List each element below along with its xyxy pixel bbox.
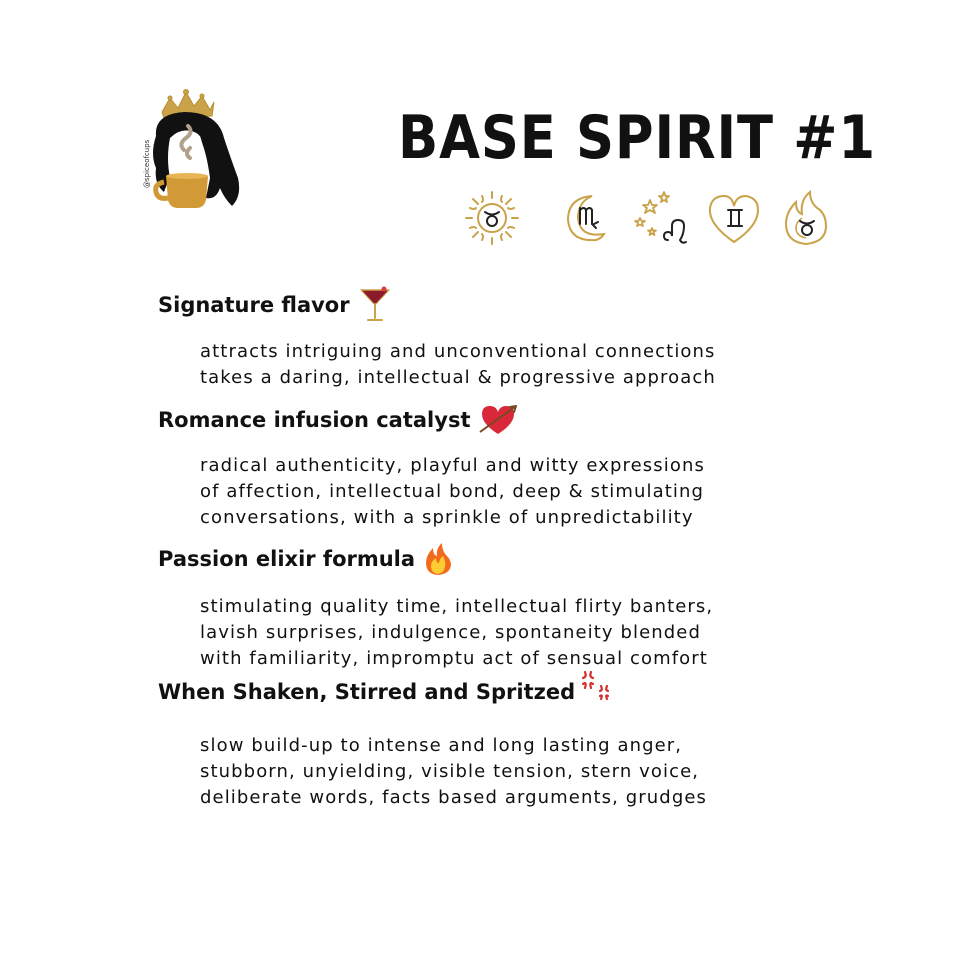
flame-taurus-icon — [774, 186, 838, 250]
section-body-shaken-stirred — [200, 733, 840, 811]
body-line: conversations, with a sprinkle of unpredictability — [200, 507, 694, 528]
section-heading-shaken-stirred — [158, 680, 617, 704]
sun-taurus-icon — [460, 186, 524, 250]
cocktail-glass-icon — [358, 286, 392, 324]
body-line: deliberate words, facts based arguments, grudges — [200, 787, 708, 808]
section-heading-text: Romance infusion catalyst — [158, 408, 471, 432]
stars-leo-icon — [628, 186, 692, 250]
section-heading-signature-flavor — [158, 286, 392, 324]
section-heading-text: When Shaken, Stirred and Spritzed — [158, 680, 576, 704]
section-heading-text: Signature flavor — [158, 293, 350, 317]
body-line: of affection, intellectual bond, deep & stimulating — [200, 481, 704, 502]
section-body-romance-infusion — [200, 453, 840, 531]
anger-symbol-icon — [577, 668, 617, 704]
section-heading-passion-elixir — [158, 542, 453, 576]
section-heading-text: Passion elixir formula — [158, 547, 416, 571]
section-heading-romance-infusion — [158, 402, 518, 438]
heart-gemini-icon — [702, 186, 766, 250]
body-line: stubborn, unyielding, visible tension, stern voice, — [200, 761, 700, 782]
body-line: lavish surprises, indulgence, spontaneity blended — [200, 622, 702, 643]
body-line: attracts intriguing and unconventional connections — [200, 341, 716, 362]
body-line: takes a daring, intellectual & progressive approach — [200, 367, 716, 388]
section-body-passion-elixir — [200, 594, 840, 672]
body-line: with familiarity, impromptu act of sensual comfort — [200, 648, 708, 669]
moon-scorpio-icon — [552, 186, 616, 250]
page-title: BASE SPIRIT #1 — [398, 103, 876, 173]
heart-arrow-icon — [478, 402, 518, 438]
body-line: slow build-up to intense and long lasting anger, — [200, 735, 683, 756]
crowned-woman-coffee-cup-logo — [140, 88, 250, 218]
body-line: radical authenticity, playful and witty expressions — [200, 455, 705, 476]
fire-icon — [423, 542, 453, 576]
body-line: stimulating quality time, intellectual flirty banters, — [200, 596, 714, 617]
logo-watermark: @spiceofcups — [143, 139, 151, 188]
section-body-signature-flavor — [200, 339, 840, 391]
